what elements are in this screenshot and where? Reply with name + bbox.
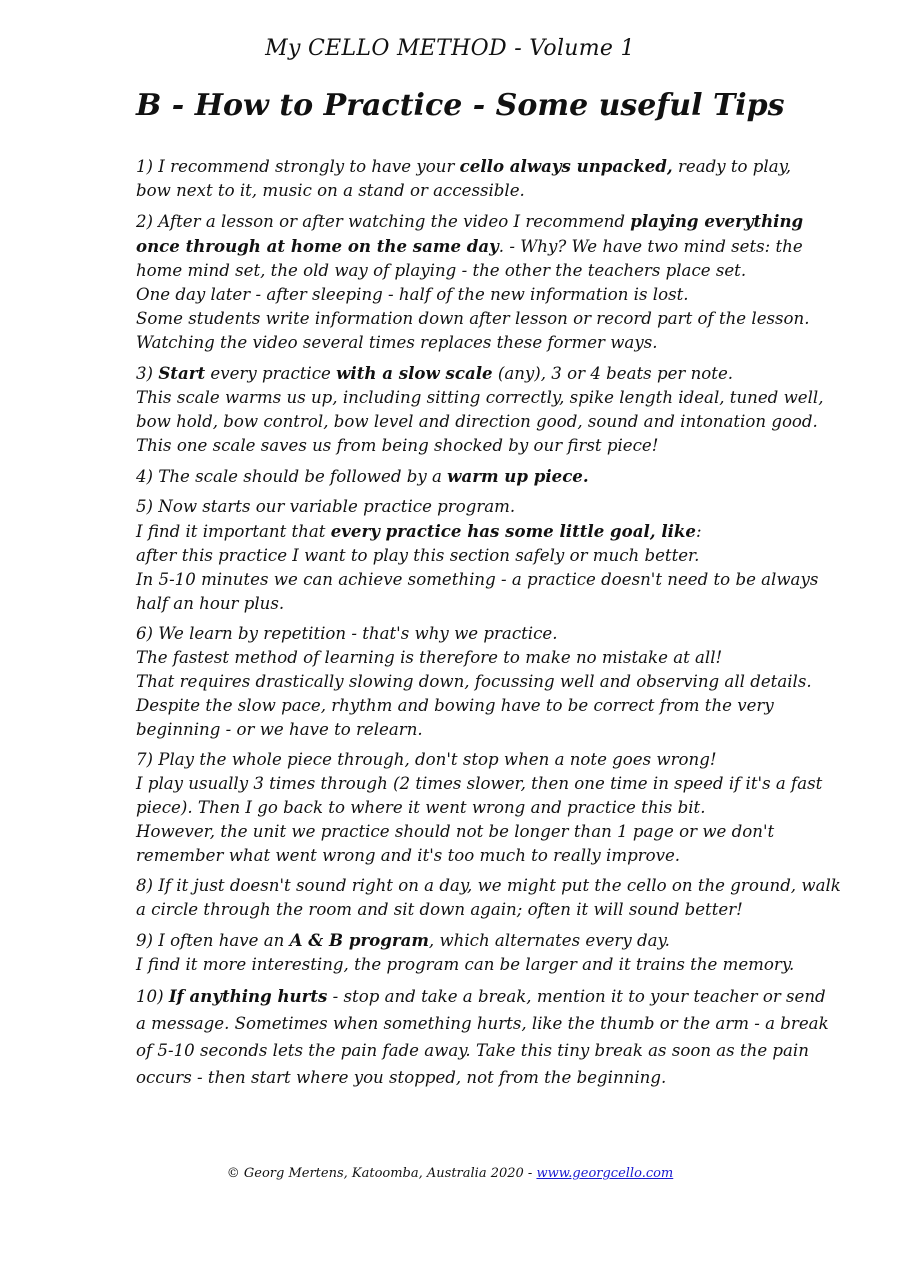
tip-text: The fastest method of learning is therefore to make no mistake at all! [136, 648, 723, 667]
tip-text: In 5-10 minutes we can achieve something - a practice doesn't need to be always [136, 570, 819, 589]
tip-emphasis: A & B program [289, 930, 429, 950]
tip-text: Despite the slow pace, rhythm and bowing have to be correct from the very [136, 696, 774, 715]
tip-line [136, 283, 826, 307]
tip-line [136, 844, 826, 868]
tip-text: piece). Then I go back to where it went wrong and practice this bit. [136, 798, 706, 817]
tip-emphasis: playing everything [630, 211, 804, 231]
tip-line [136, 209, 826, 234]
tip-text: 9) I often have an [136, 931, 290, 950]
tip-line [136, 495, 826, 519]
tip-paragraph [136, 361, 826, 458]
tip-line [136, 796, 826, 820]
tip-emphasis: Start [158, 363, 206, 383]
tip-text: That requires drastically slowing down, focussing well and observing all details. [136, 672, 812, 691]
tip-emphasis: with a slow scale [336, 363, 493, 383]
tip-text: However, the unit we practice should not be longer than 1 page or we don't [136, 822, 775, 841]
tip-paragraph [136, 622, 826, 742]
tip-text: This scale warms us up, including sitting correctly, spike length ideal, tuned well, [136, 388, 824, 407]
page-title: B - How to Practice - Some useful Tips [136, 88, 785, 123]
tip-text: remember what went wrong and it's too much to really improve. [136, 846, 681, 865]
tip-text: a message. Sometimes when something hurts, like the thumb or the arm - a break [136, 1014, 829, 1033]
tip-text: This one scale saves us from being shocked by our first piece! [136, 436, 659, 455]
tip-text: 4) The scale should be followed by a [136, 467, 448, 486]
tip-text: Watching the video several times replaces these former ways. [136, 333, 658, 352]
tip-text: beginning - or we have to relearn. [136, 720, 423, 739]
running-header [0, 36, 900, 61]
tip-text: 10) [136, 987, 169, 1006]
tip-paragraph [136, 983, 829, 1091]
tip-line [136, 307, 826, 331]
tip-line [136, 568, 826, 592]
tip-text: bow hold, bow control, bow level and direction good, sound and intonation good. [136, 412, 818, 431]
tip-text: - stop and take a break, mention it to your teacher or send [327, 987, 826, 1006]
tip-line [136, 592, 826, 616]
tip-paragraph [136, 464, 826, 489]
tip-line [136, 928, 826, 953]
tip-text: I play usually 3 times through (2 times slower, then one time in speed if it's a fast [136, 774, 823, 793]
tip-emphasis: every practice has some little goal, like [330, 521, 696, 541]
tip-emphasis: cello always unpacked, [459, 156, 673, 176]
tip-text: . - Why? We have two mind sets: the [498, 237, 803, 256]
tip-line [136, 410, 826, 434]
tip-line [136, 259, 826, 283]
tip-text: One day later - after sleeping - half of the new information is lost. [136, 285, 689, 304]
tip-line [136, 1037, 826, 1064]
tip-line [136, 361, 826, 386]
footer [0, 1166, 900, 1181]
tip-text: I find it more interesting, the program can be larger and it trains the memory. [136, 955, 795, 974]
tip-line [136, 646, 826, 670]
header-method-name: CELLO METHOD [308, 36, 507, 61]
tip-line [136, 1064, 826, 1091]
footer-copyright: © Georg Mertens, Katoomba, Australia 2020 - [226, 1166, 537, 1181]
tip-line [136, 519, 826, 544]
tip-line [136, 154, 826, 179]
tip-line [136, 718, 826, 742]
tips-list [136, 154, 841, 1097]
tip-text: occurs - then start where you stopped, not from the beginning. [136, 1068, 667, 1087]
tip-line [136, 874, 841, 898]
tip-text: bow next to it, music on a stand or accessible. [136, 181, 525, 200]
tip-paragraph [136, 928, 826, 977]
tip-paragraph [136, 154, 826, 203]
tip-text: 7) Play the whole piece through, don't stop when a note goes wrong! [136, 750, 717, 769]
tip-text: : [695, 522, 702, 541]
tip-text: home mind set, the old way of playing - the other the teachers place set. [136, 261, 747, 280]
tip-text: I find it important that [136, 522, 331, 541]
tip-text: Some students write information down after lesson or record part of the lesson. [136, 309, 810, 328]
tip-emphasis: once through at home on the same day [136, 236, 499, 256]
tip-line [136, 694, 826, 718]
tip-line [136, 748, 826, 772]
tip-emphasis: warm up piece. [447, 466, 589, 486]
tip-text: every practice [205, 364, 337, 383]
tip-line [136, 386, 826, 410]
tip-text: , which alternates every day. [428, 931, 670, 950]
tip-text: 2) After a lesson or after watching the video I recommend [136, 212, 631, 231]
tip-line [136, 898, 826, 922]
tip-line [136, 622, 826, 646]
tip-line [136, 331, 826, 355]
tip-text: 6) We learn by repetition - that's why we practice. [136, 624, 558, 643]
header-prefix: My [265, 36, 309, 61]
tip-text: a circle through the room and sit down again; often it will sound better! [136, 900, 743, 919]
tip-line [136, 953, 826, 977]
tip-paragraph [136, 874, 841, 922]
tip-line [136, 983, 826, 1010]
tip-text: half an hour plus. [136, 594, 285, 613]
tip-text: after this practice I want to play this section safely or much better. [136, 546, 700, 565]
tip-line [136, 434, 826, 458]
footer-website-link[interactable]: www.georgcello.com [536, 1166, 674, 1181]
header-volume: - Volume 1 [506, 36, 635, 61]
tip-emphasis: If anything hurts [168, 986, 328, 1006]
tip-text: ready to play, [672, 157, 792, 176]
tip-paragraph [136, 209, 826, 355]
tip-line [136, 820, 826, 844]
tip-line [136, 179, 826, 203]
tip-text: 3) [136, 364, 159, 383]
tip-line [136, 1010, 829, 1037]
tip-text: 5) Now starts our variable practice program. [136, 497, 516, 516]
tip-line [136, 234, 826, 259]
tip-text: of 5-10 seconds lets the pain fade away. Take this tiny break as soon as the pain [136, 1041, 809, 1060]
tip-line [136, 670, 826, 694]
tip-paragraph [136, 748, 826, 868]
tip-paragraph [136, 495, 826, 616]
tip-text: 8) If it just doesn't sound right on a day, we might put the cello on the ground, walk [136, 876, 841, 895]
tip-text: 1) I recommend strongly to have your [136, 157, 460, 176]
tip-text: (any), 3 or 4 beats per note. [492, 364, 734, 383]
tip-line [136, 544, 826, 568]
tip-line [136, 464, 826, 489]
tip-line [136, 772, 826, 796]
